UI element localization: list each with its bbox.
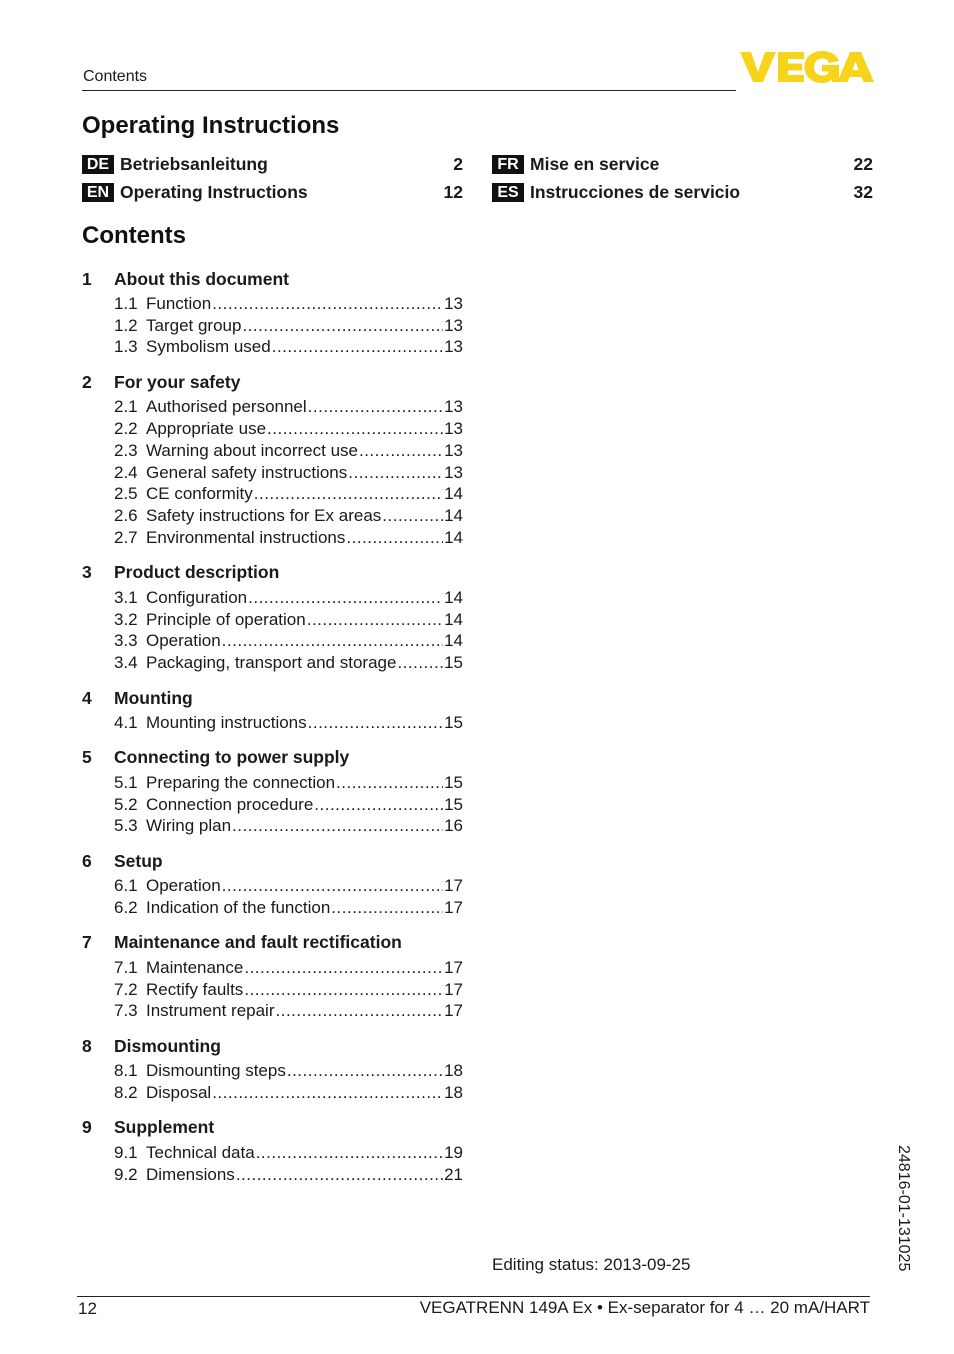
dot-leader — [272, 337, 443, 357]
entry-page-number: 21 — [444, 1164, 463, 1184]
dot-leader — [248, 588, 443, 608]
entry-number: 5.1 — [114, 772, 138, 792]
toc-entry[interactable] — [82, 293, 463, 315]
dot-leader — [244, 980, 443, 1000]
toc-entry[interactable] — [82, 1060, 463, 1082]
footer-document-title: VEGATRENN 149A Ex • Ex-separator for 4 … 20 mA/HART — [419, 1298, 870, 1317]
toc-entry[interactable] — [82, 527, 463, 549]
entry-page-number: 14 — [444, 609, 463, 629]
language-page-number: 2 — [453, 153, 463, 174]
language-entry-fr[interactable] — [492, 153, 873, 175]
entry-page-number: 18 — [444, 1083, 463, 1103]
language-code-badge: ES — [492, 183, 524, 202]
language-manual-title: Betriebsanleitung — [120, 153, 268, 174]
entry-title: CE conformity — [146, 484, 253, 504]
entry-number: 4.1 — [114, 713, 138, 733]
entry-number: 2.6 — [114, 506, 138, 526]
page-number: 12 — [78, 1299, 97, 1318]
entry-page-number: 15 — [444, 794, 463, 814]
entry-number: 5.2 — [114, 794, 138, 814]
entry-page-number: 13 — [444, 337, 463, 357]
entry-title: Connection procedure — [146, 794, 314, 814]
document-code: 24816-01-131025 — [895, 1145, 912, 1272]
entry-title: Target group — [146, 315, 242, 335]
entry-page-number: 14 — [444, 484, 463, 504]
entry-title: Preparing the connection — [146, 772, 336, 792]
dot-leader — [212, 294, 443, 314]
dot-leader — [346, 528, 443, 548]
entry-page-number: 15 — [444, 713, 463, 733]
toc-entry[interactable] — [82, 1142, 463, 1164]
toc-section — [82, 1117, 463, 1186]
toc-entry[interactable] — [82, 652, 463, 674]
entry-number: 2.7 — [114, 528, 138, 548]
toc-section-heading[interactable] — [82, 1117, 463, 1139]
toc-entry[interactable] — [82, 484, 463, 506]
dot-leader — [307, 610, 443, 630]
entry-title: Disposal — [146, 1083, 212, 1103]
entry-number: 9.2 — [114, 1164, 138, 1184]
toc-entry[interactable] — [82, 609, 463, 631]
entry-number: 3.1 — [114, 587, 138, 607]
dot-leader — [287, 1061, 443, 1081]
language-manual-title: Mise en service — [530, 153, 660, 174]
entry-page-number: 16 — [444, 816, 463, 836]
entry-number: 3.3 — [114, 631, 138, 651]
dot-leader — [222, 631, 443, 651]
entry-title: Packaging, transport and storage — [146, 653, 397, 673]
toc-section-heading[interactable] — [82, 747, 463, 769]
toc-entry[interactable] — [82, 440, 463, 462]
entry-number: 2.4 — [114, 462, 138, 482]
dot-leader — [331, 898, 443, 918]
toc-entry[interactable] — [82, 315, 463, 337]
language-entry-de[interactable] — [82, 153, 463, 175]
toc-entry[interactable] — [82, 1082, 463, 1104]
dot-leader — [382, 506, 443, 526]
dot-leader — [232, 816, 443, 836]
language-manual-title: Operating Instructions — [120, 181, 308, 202]
entry-title: Operation — [146, 876, 221, 896]
entry-page-number: 14 — [444, 506, 463, 526]
section-title: Product description — [114, 562, 280, 583]
entry-number: 2.3 — [114, 440, 138, 460]
entry-title: Mounting instructions — [146, 713, 307, 733]
section-title: Mounting — [114, 687, 193, 708]
section-title: About this document — [114, 268, 289, 289]
entry-title: Principle of operation — [146, 609, 306, 629]
section-title: Setup — [114, 850, 163, 871]
entry-page-number: 17 — [444, 979, 463, 999]
toc-section-heading[interactable] — [82, 371, 463, 393]
toc-entry[interactable] — [82, 418, 463, 440]
entry-title: Indication of the function — [146, 898, 331, 918]
entry-page-number: 13 — [444, 462, 463, 482]
entry-number: 3.2 — [114, 609, 138, 629]
section-number: 5 — [82, 747, 92, 768]
entry-number: 6.2 — [114, 898, 138, 918]
dot-leader — [336, 773, 443, 793]
dot-leader — [314, 795, 443, 815]
toc-entry[interactable] — [82, 1001, 463, 1023]
toc-section — [82, 1035, 463, 1104]
entry-title: Technical data — [146, 1142, 255, 1162]
entry-number: 9.1 — [114, 1142, 138, 1162]
entry-number: 3.4 — [114, 653, 138, 673]
entry-title: Dismounting steps — [146, 1061, 286, 1081]
entry-title: Symbolism used — [146, 337, 271, 357]
table-of-contents — [82, 268, 463, 1199]
toc-section — [82, 687, 463, 734]
section-number: 6 — [82, 850, 92, 871]
entry-page-number: 15 — [444, 772, 463, 792]
entry-title: Rectify faults — [146, 979, 244, 999]
toc-entry[interactable] — [82, 587, 463, 609]
dot-leader — [348, 463, 443, 483]
section-number: 2 — [82, 371, 92, 392]
toc-entry[interactable] — [82, 979, 463, 1001]
dot-leader — [359, 441, 443, 461]
entry-number: 2.2 — [114, 419, 138, 439]
dot-leader — [267, 419, 443, 439]
toc-section — [82, 747, 463, 837]
toc-section-heading[interactable] — [82, 562, 463, 584]
section-number: 4 — [82, 687, 92, 708]
entry-title: General safety instructions — [146, 462, 348, 482]
entry-number: 1.2 — [114, 315, 138, 335]
dot-leader — [397, 653, 443, 673]
language-code-badge: DE — [82, 155, 114, 174]
entry-title: Maintenance — [146, 957, 244, 977]
entry-title: Configuration — [146, 587, 248, 607]
entry-number: 5.3 — [114, 816, 138, 836]
entry-title: Wiring plan — [146, 816, 232, 836]
entry-title: Safety instructions for Ex areas — [146, 506, 382, 526]
entry-page-number: 18 — [444, 1061, 463, 1081]
toc-entry[interactable] — [82, 794, 463, 816]
entry-page-number: 17 — [444, 1001, 463, 1021]
toc-section — [82, 562, 463, 674]
entry-number: 7.1 — [114, 957, 138, 977]
section-title: Maintenance and fault rectification — [114, 932, 402, 953]
dot-leader — [308, 713, 443, 733]
entry-number: 8.2 — [114, 1083, 138, 1103]
toc-entry[interactable] — [82, 957, 463, 979]
dot-leader — [254, 484, 443, 504]
language-entry-es[interactable] — [492, 181, 873, 203]
entry-number: 1.1 — [114, 293, 138, 313]
entry-title: Warning about incorrect use — [146, 440, 358, 460]
entry-page-number: 13 — [444, 397, 463, 417]
entry-title: Environmental instructions — [146, 528, 346, 548]
entry-page-number: 13 — [444, 440, 463, 460]
footer-rule — [77, 1296, 870, 1297]
toc-entry[interactable] — [82, 396, 463, 418]
toc-section-heading[interactable] — [82, 1035, 463, 1057]
entry-title: Function — [146, 293, 212, 313]
toc-entry[interactable] — [82, 1164, 463, 1186]
running-header: Contents — [83, 68, 148, 85]
section-number: 3 — [82, 562, 92, 583]
entry-page-number: 13 — [444, 419, 463, 439]
section-number: 7 — [82, 932, 92, 953]
toc-entry[interactable] — [82, 462, 463, 484]
dot-leader — [222, 876, 443, 896]
entry-page-number: 19 — [444, 1142, 463, 1162]
toc-entry[interactable] — [82, 631, 463, 653]
toc-entry[interactable] — [82, 897, 463, 919]
dot-leader — [256, 1143, 443, 1163]
contents-heading: Contents — [82, 222, 186, 249]
section-number: 9 — [82, 1117, 92, 1138]
entry-title: Appropriate use — [146, 419, 267, 439]
vega-logo — [740, 50, 874, 84]
toc-section-heading[interactable] — [82, 850, 463, 872]
section-title: For your safety — [114, 371, 241, 392]
entry-page-number: 17 — [444, 876, 463, 896]
language-code-badge: EN — [82, 183, 114, 202]
entry-title: Authorised personnel — [146, 397, 307, 417]
dot-leader — [242, 316, 443, 336]
header-rule — [82, 90, 736, 91]
toc-section-heading[interactable] — [82, 268, 463, 290]
entry-title: Operation — [146, 631, 221, 651]
language-entry-en[interactable] — [82, 181, 463, 203]
toc-entry[interactable] — [82, 875, 463, 897]
dot-leader — [308, 397, 443, 417]
entry-number: 7.3 — [114, 1001, 138, 1021]
section-title: Dismounting — [114, 1035, 221, 1056]
toc-entry[interactable] — [82, 337, 463, 359]
entry-number: 1.3 — [114, 337, 138, 357]
section-title: Supplement — [114, 1117, 215, 1138]
editing-status: Editing status: 2013-09-25 — [492, 1255, 691, 1274]
entry-number: 6.1 — [114, 876, 138, 896]
entry-page-number: 14 — [444, 528, 463, 548]
entry-page-number: 13 — [444, 293, 463, 313]
toc-entry[interactable] — [82, 712, 463, 734]
toc-section — [82, 371, 463, 549]
toc-entry[interactable] — [82, 505, 463, 527]
language-page-number: 12 — [443, 181, 463, 202]
dot-leader — [236, 1165, 443, 1185]
operating-instructions-heading: Operating Instructions — [82, 112, 340, 139]
section-number: 1 — [82, 268, 92, 289]
toc-entry[interactable] — [82, 816, 463, 838]
dot-leader — [244, 958, 443, 978]
entry-title: Instrument repair — [146, 1001, 275, 1021]
toc-section-heading[interactable] — [82, 687, 463, 709]
language-code-badge: FR — [492, 155, 524, 174]
entry-page-number: 17 — [444, 957, 463, 977]
section-title: Connecting to power supply — [114, 747, 350, 768]
entry-number: 7.2 — [114, 979, 138, 999]
toc-entry[interactable] — [82, 772, 463, 794]
entry-page-number: 14 — [444, 587, 463, 607]
entry-number: 2.5 — [114, 484, 138, 504]
language-page-number: 22 — [853, 153, 873, 174]
language-page-number: 32 — [853, 181, 873, 202]
entry-page-number: 14 — [444, 631, 463, 651]
language-manual-title: Instrucciones de servicio — [530, 181, 741, 202]
entry-number: 2.1 — [114, 397, 138, 417]
dot-leader — [212, 1083, 443, 1103]
entry-number: 8.1 — [114, 1061, 138, 1081]
toc-section — [82, 850, 463, 919]
toc-section — [82, 268, 463, 358]
dot-leader — [276, 1001, 444, 1021]
entry-page-number: 13 — [444, 315, 463, 335]
section-number: 8 — [82, 1035, 92, 1056]
toc-section-heading[interactable] — [82, 932, 463, 954]
entry-page-number: 15 — [444, 653, 463, 673]
toc-section — [82, 932, 463, 1022]
entry-title: Dimensions — [146, 1164, 235, 1184]
entry-page-number: 17 — [444, 898, 463, 918]
